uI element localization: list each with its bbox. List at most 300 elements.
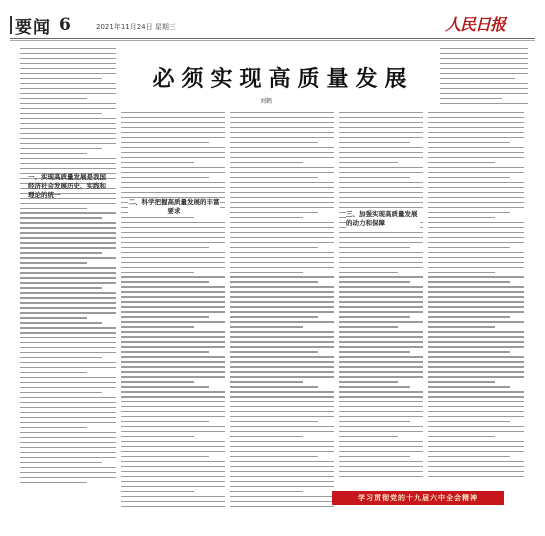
- text-line: [428, 461, 524, 462]
- text-line: [230, 491, 303, 492]
- text-line: [121, 192, 225, 193]
- text-line: [339, 436, 398, 437]
- text-line: [20, 442, 116, 443]
- text-line: [230, 291, 334, 292]
- text-line: [121, 286, 225, 287]
- text-line: [339, 311, 423, 312]
- text-line: [428, 416, 524, 417]
- text-line: [339, 326, 398, 327]
- text-line: [230, 421, 318, 422]
- text-line: [121, 351, 209, 352]
- text-line: [339, 127, 423, 128]
- text-line: [339, 371, 423, 372]
- text-line: [428, 371, 524, 372]
- text-line: [230, 217, 303, 218]
- text-line: [230, 147, 334, 148]
- text-line: [339, 316, 410, 317]
- text-line: [121, 127, 225, 128]
- text-line: [428, 207, 524, 208]
- text-line: [20, 352, 116, 353]
- text-line: [121, 411, 225, 412]
- text-line: [121, 376, 225, 377]
- text-line: [230, 172, 334, 173]
- text-line: [428, 177, 510, 178]
- text-line: [230, 267, 334, 268]
- text-line: [230, 237, 334, 238]
- text-line: [121, 311, 225, 312]
- text-line: [20, 203, 116, 204]
- text-line: [428, 137, 524, 138]
- text-line: [121, 341, 225, 342]
- text-line: [428, 336, 524, 337]
- text-line: [121, 386, 209, 387]
- text-line: [428, 411, 524, 412]
- section-title: 要闻: [15, 17, 51, 38]
- text-line: [230, 162, 303, 163]
- page-section-header: [10, 14, 71, 36]
- text-line: [230, 431, 334, 432]
- text-line: [339, 157, 423, 158]
- text-line: [121, 321, 225, 322]
- text-line: [20, 382, 116, 383]
- text-line: [121, 182, 225, 183]
- text-line: [339, 291, 423, 292]
- text-line: [230, 476, 334, 477]
- text-line: [230, 152, 334, 153]
- text-line: [339, 451, 423, 452]
- text-line: [440, 63, 528, 64]
- text-line: [339, 441, 423, 442]
- text-line: [20, 83, 116, 84]
- text-line: [121, 122, 225, 123]
- text-line: [230, 137, 334, 138]
- text-line: [339, 276, 423, 277]
- text-line: [339, 321, 423, 322]
- text-line: [339, 177, 410, 178]
- text-line: [121, 491, 194, 492]
- text-line: [20, 357, 102, 358]
- text-line: [428, 466, 524, 467]
- text-line: [339, 306, 423, 307]
- text-line: [20, 123, 116, 124]
- text-line: [230, 276, 334, 277]
- text-line: [440, 53, 528, 54]
- text-line: [121, 466, 225, 467]
- text-line: [230, 177, 318, 178]
- text-line: [230, 456, 318, 457]
- text-line: [428, 242, 524, 243]
- text-line: [20, 58, 116, 59]
- text-line: [121, 436, 194, 437]
- text-line: [20, 307, 116, 308]
- text-line: [339, 286, 423, 287]
- text-line: [428, 346, 524, 347]
- text-line: [121, 242, 225, 243]
- text-line: [428, 426, 524, 427]
- text-line: [230, 222, 334, 223]
- text-line: [428, 152, 524, 153]
- text-line: [121, 157, 225, 158]
- text-line: [20, 297, 116, 298]
- text-line: [20, 128, 116, 129]
- text-line: [339, 391, 423, 392]
- text-line: [121, 421, 209, 422]
- newspaper-logo: 人民日报: [444, 15, 505, 34]
- text-line: [121, 152, 225, 153]
- text-line: [20, 457, 116, 458]
- text-line: [230, 311, 334, 312]
- header-bar: [10, 16, 12, 34]
- text-line: [230, 471, 334, 472]
- text-line: [121, 147, 225, 148]
- text-line: [121, 232, 225, 233]
- text-line: [339, 361, 423, 362]
- text-line: [339, 112, 423, 113]
- text-line: [339, 366, 423, 367]
- text-line: [230, 321, 334, 322]
- text-line: [428, 157, 524, 158]
- text-line: [428, 281, 510, 282]
- text-line: [20, 222, 116, 223]
- text-line: [339, 152, 423, 153]
- text-line: [121, 187, 225, 188]
- text-line: [20, 472, 116, 473]
- text-line: [428, 262, 524, 263]
- text-line: [230, 496, 334, 497]
- text-line: [20, 327, 116, 328]
- text-line: [20, 402, 116, 403]
- text-line: [20, 262, 87, 263]
- text-line: [339, 252, 423, 253]
- text-line: [428, 406, 524, 407]
- text-line: [20, 467, 116, 468]
- text-line: [339, 172, 423, 173]
- text-line: [20, 387, 116, 388]
- text-line: [121, 401, 225, 402]
- text-line: [121, 267, 225, 268]
- text-line: [121, 391, 225, 392]
- text-line: [121, 451, 225, 452]
- text-line: [20, 143, 116, 144]
- text-line: [339, 471, 423, 472]
- text-line: [121, 142, 209, 143]
- text-line: [428, 142, 510, 143]
- text-line: [121, 476, 225, 477]
- text-line: [121, 247, 209, 248]
- text-line: [339, 461, 423, 462]
- text-line: [20, 138, 116, 139]
- text-line: [339, 207, 423, 208]
- text-line: [339, 281, 410, 282]
- text-line: [440, 98, 502, 99]
- text-line: [20, 437, 116, 438]
- text-line: [339, 346, 423, 347]
- text-line: [230, 371, 334, 372]
- text-line: [428, 311, 524, 312]
- text-line: [339, 237, 423, 238]
- text-line: [20, 447, 116, 448]
- text-line: [20, 93, 116, 94]
- text-line: [339, 247, 410, 248]
- text-line: [121, 291, 225, 292]
- text-line: [339, 132, 423, 133]
- text-line: [339, 416, 423, 417]
- text-line: [121, 446, 225, 447]
- text-line: [428, 122, 524, 123]
- text-line: [428, 436, 495, 437]
- text-line: [230, 182, 334, 183]
- text-line: [121, 272, 194, 273]
- text-line: [20, 287, 102, 288]
- text-line: [230, 232, 334, 233]
- text-line: [20, 477, 116, 478]
- text-line: [230, 506, 334, 507]
- text-column-1: [20, 48, 116, 488]
- text-line: [339, 267, 423, 268]
- text-line: [230, 361, 334, 362]
- text-line: [121, 222, 225, 223]
- text-line: [230, 381, 303, 382]
- text-line: [339, 296, 423, 297]
- text-line: [440, 78, 515, 79]
- text-line: [121, 441, 225, 442]
- text-line: [428, 341, 524, 342]
- text-line: [339, 476, 423, 477]
- article-headline: 必须实现高质量发展: [152, 66, 414, 92]
- text-line: [121, 217, 194, 218]
- text-line: [428, 212, 510, 213]
- text-line: [20, 412, 116, 413]
- text-line: [428, 187, 524, 188]
- text-line: [428, 286, 524, 287]
- text-line: [121, 406, 225, 407]
- text-line: [230, 501, 334, 502]
- text-line: [428, 401, 524, 402]
- text-line: [20, 267, 116, 268]
- text-line: [121, 356, 225, 357]
- text-line: [428, 117, 524, 118]
- text-line: [428, 376, 524, 377]
- text-line: [230, 142, 318, 143]
- text-line: [230, 187, 334, 188]
- text-line: [339, 272, 398, 273]
- text-column-3: [230, 112, 334, 512]
- text-line: [20, 247, 116, 248]
- text-line: [20, 482, 87, 483]
- text-line: [121, 346, 225, 347]
- text-line: [20, 168, 116, 169]
- text-line: [428, 326, 495, 327]
- text-line: [20, 88, 116, 89]
- text-line: [339, 401, 423, 402]
- text-line: [20, 232, 116, 233]
- text-column-5: [428, 112, 524, 482]
- text-line: [428, 162, 495, 163]
- text-line: [121, 426, 225, 427]
- text-line: [339, 257, 423, 258]
- text-line: [230, 446, 334, 447]
- text-line: [20, 397, 116, 398]
- text-line: [339, 386, 410, 387]
- text-line: [428, 391, 524, 392]
- text-line: [428, 167, 524, 168]
- text-line: [20, 153, 87, 154]
- text-line: [339, 411, 423, 412]
- text-line: [230, 306, 334, 307]
- text-line: [339, 376, 423, 377]
- text-line: [230, 257, 334, 258]
- text-line: [339, 182, 423, 183]
- text-line: [339, 242, 423, 243]
- text-line: [20, 372, 87, 373]
- text-line: [20, 322, 102, 323]
- text-line: [230, 331, 334, 332]
- text-line: [230, 281, 318, 282]
- text-line: [428, 431, 524, 432]
- text-line: [339, 336, 423, 337]
- text-line: [230, 401, 334, 402]
- text-line: [121, 252, 225, 253]
- text-line: [121, 281, 209, 282]
- text-line: [230, 441, 334, 442]
- text-line: [440, 48, 528, 49]
- text-line: [20, 158, 116, 159]
- text-line: [20, 367, 116, 368]
- text-line: [121, 381, 194, 382]
- text-line: [339, 331, 423, 332]
- text-line: [428, 237, 524, 238]
- text-line: [339, 197, 423, 198]
- text-line: [230, 341, 334, 342]
- text-line: [428, 127, 524, 128]
- text-line: [428, 217, 495, 218]
- text-line: [428, 267, 524, 268]
- text-line: [230, 272, 303, 273]
- text-line: [230, 386, 318, 387]
- text-line: [20, 257, 116, 258]
- topic-banner: 学习贯彻党的十九届六中全会精神: [332, 491, 504, 505]
- text-line: [121, 117, 225, 118]
- text-line: [20, 342, 116, 343]
- text-line: [121, 496, 225, 497]
- text-line: [20, 427, 87, 428]
- text-line: [121, 177, 209, 178]
- text-line: [428, 356, 524, 357]
- subhead-3: 三、加强实现高质量发展的动力和保障: [346, 210, 420, 228]
- text-line: [428, 182, 524, 183]
- text-line: [440, 88, 528, 89]
- text-line: [230, 351, 318, 352]
- text-line: [428, 321, 524, 322]
- text-line: [230, 301, 334, 302]
- text-line: [428, 451, 524, 452]
- text-line: [20, 163, 116, 164]
- text-line: [230, 336, 334, 337]
- header-rule-secondary: [10, 40, 535, 41]
- text-line: [428, 446, 524, 447]
- text-line: [428, 331, 524, 332]
- text-line: [230, 262, 334, 263]
- text-line: [230, 416, 334, 417]
- text-line: [230, 411, 334, 412]
- text-line: [230, 466, 334, 467]
- text-line: [20, 98, 87, 99]
- text-line: [20, 48, 116, 49]
- text-line: [339, 167, 423, 168]
- text-line: [121, 471, 225, 472]
- text-line: [428, 301, 524, 302]
- text-line: [230, 132, 334, 133]
- text-line: [20, 292, 116, 293]
- text-line: [339, 122, 423, 123]
- issue-date: 2021年11月24日 星期三: [96, 23, 176, 31]
- text-line: [20, 53, 116, 54]
- text-line: [230, 316, 318, 317]
- text-line: [20, 277, 116, 278]
- text-line: [230, 112, 334, 113]
- page-number: 6: [59, 15, 71, 35]
- text-line: [230, 436, 303, 437]
- text-line: [230, 192, 334, 193]
- text-line: [428, 296, 524, 297]
- text-line: [121, 112, 225, 113]
- text-line: [121, 326, 194, 327]
- text-line: [339, 142, 410, 143]
- text-line: [121, 137, 225, 138]
- text-line: [339, 137, 423, 138]
- text-line: [230, 167, 334, 168]
- text-line: [339, 351, 410, 352]
- text-line: [230, 122, 334, 123]
- text-line: [230, 406, 334, 407]
- text-line: [339, 431, 423, 432]
- text-line: [428, 247, 510, 248]
- text-line: [339, 192, 423, 193]
- text-line: [339, 117, 423, 118]
- text-line: [230, 252, 334, 253]
- text-line: [20, 417, 116, 418]
- text-line: [20, 242, 116, 243]
- text-line: [20, 272, 116, 273]
- header-rule: [10, 38, 535, 39]
- text-line: [428, 276, 524, 277]
- text-line: [121, 162, 194, 163]
- text-line: [20, 407, 116, 408]
- text-column-6: [440, 48, 528, 108]
- text-line: [121, 461, 225, 462]
- text-line: [428, 172, 524, 173]
- text-line: [428, 361, 524, 362]
- text-line: [230, 286, 334, 287]
- text-line: [230, 212, 318, 213]
- text-line: [339, 356, 423, 357]
- text-line: [428, 476, 524, 477]
- text-line: [121, 237, 225, 238]
- text-line: [121, 306, 225, 307]
- text-line: [121, 416, 225, 417]
- text-line: [428, 272, 495, 273]
- text-line: [339, 446, 423, 447]
- text-line: [121, 506, 225, 507]
- text-line: [428, 132, 524, 133]
- text-line: [339, 466, 423, 467]
- text-line: [20, 362, 116, 363]
- text-line: [121, 316, 209, 317]
- text-line: [121, 431, 225, 432]
- text-line: [339, 262, 423, 263]
- text-line: [428, 291, 524, 292]
- text-line: [339, 162, 398, 163]
